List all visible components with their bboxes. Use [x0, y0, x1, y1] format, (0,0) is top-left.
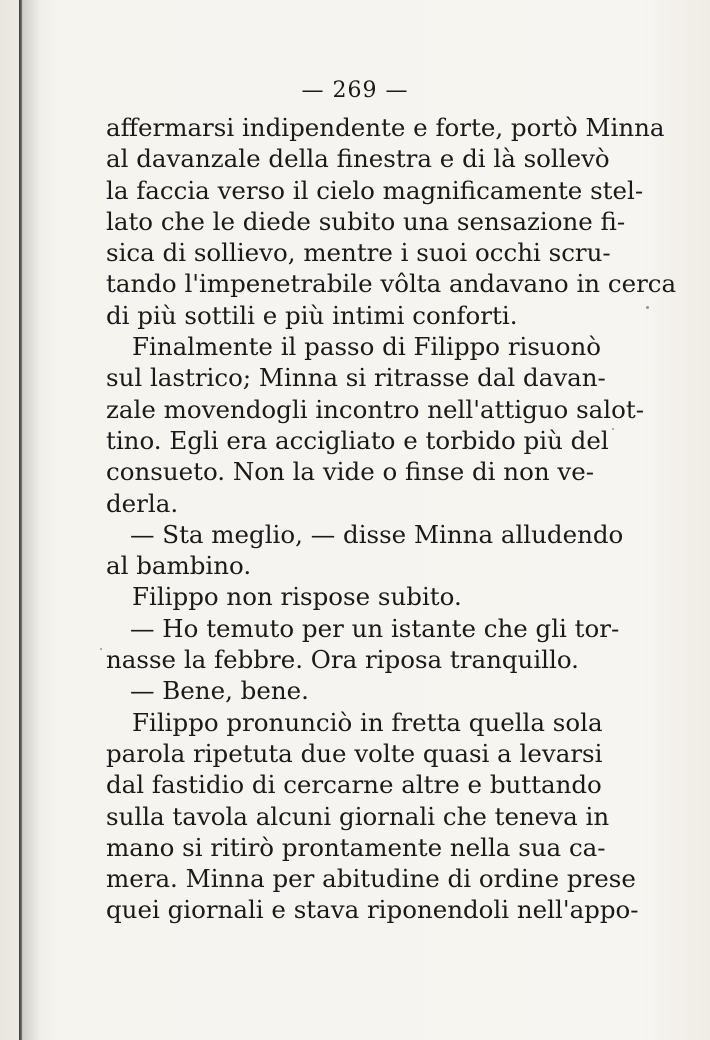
text-line: Finalmente il passo di Filippo risuonò — [132, 332, 602, 362]
text-line: derla. — [106, 488, 179, 518]
binding-shadow — [23, 0, 41, 1040]
text-line: parola ripetuta due volte quasi a levarsi — [106, 738, 603, 768]
text-line: sica di sollievo, mentre i suoi occhi scru- — [106, 238, 611, 268]
text-line: al bambino. — [106, 551, 252, 581]
page-number: — 269 — — [301, 78, 409, 103]
text-line: Filippo pronunciò in fretta quella sola — [132, 707, 603, 737]
paper-speck — [612, 428, 614, 430]
text-line: sulla tavola alcuni giornali che teneva in — [106, 801, 610, 831]
text-line: nasse la febbre. Ora riposa tranquillo. — [106, 645, 579, 675]
paper-speck — [646, 306, 649, 309]
text-line: consueto. Non la vide o finse di non ve- — [106, 457, 595, 487]
text-line: al davanzale della finestra e di là sollevò — [106, 144, 610, 174]
text-line: tino. Egli era accigliato e torbido più del — [106, 425, 609, 455]
text-line: tando l'impenetrabile vôlta andavano in cerca — [106, 269, 677, 299]
text-line: — Ho temuto per un istante che gli tor- — [130, 613, 620, 643]
text-line: lato che le diede subito una sensazione fi- — [106, 206, 626, 236]
text-line: la faccia verso il cielo magnificamente stel- — [106, 175, 644, 205]
text-line: Filippo non rispose subito. — [132, 582, 462, 612]
text-line: di più sottili e più intimi conforti. — [106, 300, 518, 330]
text-line: quei giornali e stava riponendoli nell'appo- — [106, 895, 639, 925]
text-line: sul lastrico; Minna si ritrasse dal davan- — [106, 363, 606, 393]
text-line: — Sta meglio, — disse Minna alludendo — [130, 519, 624, 549]
paper-speck — [100, 648, 102, 650]
text-line: mano si ritirò prontamente nella sua ca- — [106, 832, 606, 862]
text-line: dal fastidio di cercarne altre e buttando — [106, 770, 602, 800]
text-line: zale movendogli incontro nell'attiguo salot- — [106, 394, 644, 424]
text-line: mera. Minna per abitudine di ordine prese — [106, 864, 636, 894]
text-line: — Bene, bene. — [130, 676, 309, 706]
body-text — [106, 112, 677, 926]
text-line: affermarsi indipendente e forte, portò Minna — [106, 113, 665, 142]
